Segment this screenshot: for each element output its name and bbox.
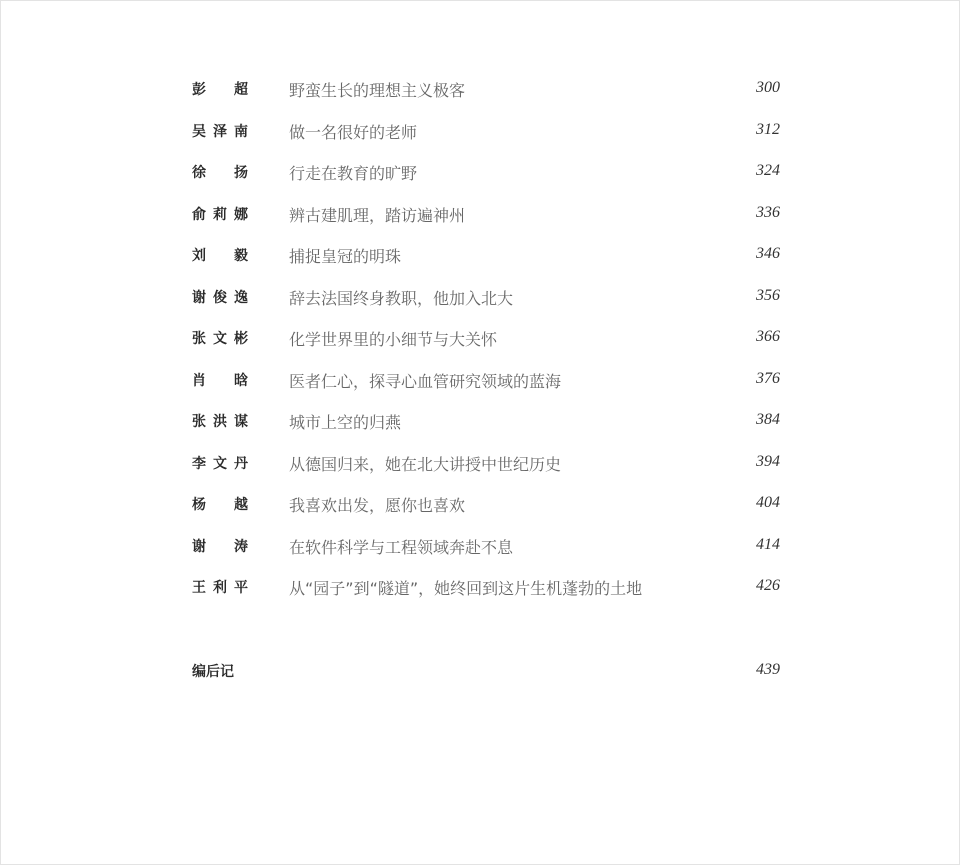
chapter-title: 我喜欢出发，愿你也喜欢 xyxy=(289,496,466,515)
author-name xyxy=(192,162,248,182)
author-name-char: 涛 xyxy=(234,538,248,555)
page-number: 394 xyxy=(756,452,780,470)
toc-entry[interactable] xyxy=(192,237,782,279)
author-name-char: 洪 xyxy=(213,414,227,430)
afterword-label: 编后记 xyxy=(192,664,234,680)
toc-entry[interactable] xyxy=(192,445,782,487)
author-name-char: 越 xyxy=(234,497,248,513)
author-name-char: 文 xyxy=(213,331,227,347)
author-name-char: 吴 xyxy=(192,123,206,140)
chapter-title: 辞去法国终身教职，他加入北大 xyxy=(289,288,514,308)
page-number: 324 xyxy=(756,162,780,179)
author-name-char: 毅 xyxy=(234,248,248,264)
page-number: 346 xyxy=(756,245,780,262)
author-name xyxy=(192,536,248,556)
toc-entry[interactable] xyxy=(192,154,782,196)
toc-entry[interactable] xyxy=(192,279,782,321)
chapter-title: 从“园子”到“隧道”，她终回到这片生机蓬勃的土地 xyxy=(289,579,643,598)
author-name-char: 南 xyxy=(234,123,248,140)
table-of-contents xyxy=(192,71,782,611)
author-name xyxy=(192,121,248,141)
page-number: 366 xyxy=(756,328,780,345)
author-name-char: 超 xyxy=(234,82,248,98)
author-name xyxy=(192,494,248,514)
author-name-char: 谋 xyxy=(234,414,248,430)
author-name-char: 王 xyxy=(192,580,206,596)
toc-entry[interactable] xyxy=(192,113,782,155)
page-number: 439 xyxy=(756,661,780,678)
author-name xyxy=(192,370,248,390)
author-name-char: 谢 xyxy=(192,538,206,555)
toc-entry[interactable] xyxy=(192,486,782,528)
author-name xyxy=(192,577,248,597)
page-number: 384 xyxy=(756,411,780,428)
page-number: 312 xyxy=(756,120,780,138)
chapter-title: 行走在教育的旷野 xyxy=(289,164,418,183)
author-name xyxy=(192,411,248,431)
toc-entry[interactable] xyxy=(192,403,782,445)
author-name xyxy=(192,204,248,224)
page-number: 336 xyxy=(756,203,780,221)
toc-entry-afterword[interactable] xyxy=(192,653,782,693)
author-name-char: 扬 xyxy=(234,165,248,181)
author-name xyxy=(192,287,248,307)
author-name-char: 逸 xyxy=(234,289,248,306)
author-name xyxy=(192,453,248,473)
author-name xyxy=(192,328,248,348)
chapter-title: 辨古建肌理，踏访遍神州 xyxy=(289,205,466,225)
author-name-char: 谢 xyxy=(192,289,206,306)
author-name-char: 文 xyxy=(213,455,227,472)
author-name-char: 彭 xyxy=(192,82,206,98)
chapter-title: 医者仁心，探寻心血管研究领域的蓝海 xyxy=(289,371,562,391)
author-name-char: 张 xyxy=(192,414,206,430)
toc-entry[interactable] xyxy=(192,362,782,404)
author-name-char: 彬 xyxy=(234,331,248,347)
chapter-title: 野蛮生长的理想主义极客 xyxy=(289,81,466,100)
author-name-char: 俊 xyxy=(213,289,227,306)
toc-entry[interactable] xyxy=(192,320,782,362)
toc-entry[interactable] xyxy=(192,528,782,570)
page-number: 426 xyxy=(756,577,780,594)
chapter-title: 捕捉皇冠的明珠 xyxy=(289,247,402,266)
chapter-title: 做一名很好的老师 xyxy=(289,122,418,142)
author-name-char: 莉 xyxy=(213,206,227,223)
toc-entry[interactable] xyxy=(192,71,782,113)
author-name-char: 张 xyxy=(192,331,206,347)
chapter-title: 从德国归来，她在北大讲授中世纪历史 xyxy=(289,454,562,474)
author-name-char: 俞 xyxy=(192,206,206,223)
author-name xyxy=(192,79,248,99)
toc-entry[interactable] xyxy=(192,196,782,238)
page-number: 356 xyxy=(756,286,780,304)
author-name-char: 刘 xyxy=(192,248,206,264)
page-number: 300 xyxy=(756,79,780,96)
author-name-char: 娜 xyxy=(234,206,248,223)
author-name-char: 肖 xyxy=(192,372,206,389)
toc-entry[interactable] xyxy=(192,569,782,611)
author-name-char: 徐 xyxy=(192,165,206,181)
chapter-title: 化学世界里的小细节与大关怀 xyxy=(289,330,498,349)
author-name-char: 晗 xyxy=(234,372,248,389)
chapter-title: 在软件科学与工程领域奔赴不息 xyxy=(289,537,514,557)
author-name-char: 杨 xyxy=(192,497,206,513)
page-number: 414 xyxy=(756,535,780,553)
author-name-char: 李 xyxy=(192,455,206,472)
author-name-char: 利 xyxy=(213,580,227,596)
page-number: 404 xyxy=(756,494,780,511)
chapter-title: 城市上空的归燕 xyxy=(289,413,402,432)
page-number: 376 xyxy=(756,369,780,387)
author-name-char: 丹 xyxy=(234,455,248,472)
author-name-char: 泽 xyxy=(213,123,227,140)
author-name-char: 平 xyxy=(234,580,248,596)
author-name xyxy=(192,245,248,265)
